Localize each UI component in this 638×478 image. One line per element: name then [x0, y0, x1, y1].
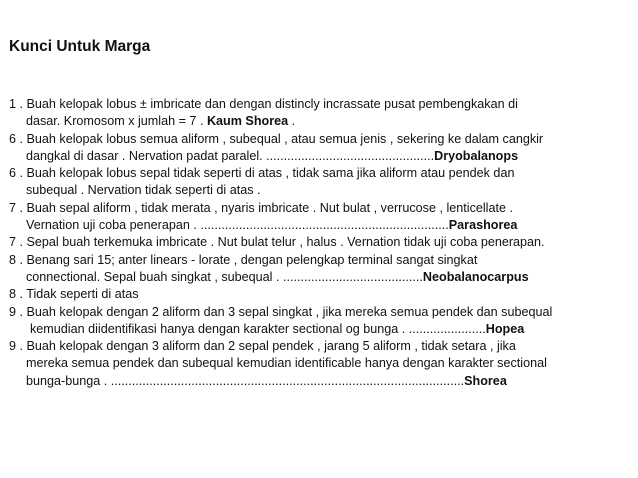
entry-text: . — [288, 114, 296, 129]
entry-line: 8 . Tidak seperti di atas — [9, 287, 139, 302]
key-entry-1 — [9, 96, 635, 131]
entry-line: subequal . Nervation tidak seperti di atas . — [26, 183, 261, 198]
entry-text: Vernation uji coba penerapan . ....................................................................... — [26, 218, 449, 233]
entry-line — [9, 269, 635, 286]
key-entry-7b — [9, 234, 635, 251]
entry-line: 6 . Buah kelopak lobus sepal tidak seperti di atas , tidak sama jika aliform atau pendek dan — [9, 166, 515, 181]
entry-text: connectional. Sepal buah singkat , subequal . ........................................ — [26, 269, 423, 284]
entry-text: bunga-bunga . ..................................................................................................... — [26, 373, 465, 388]
entry-line: 9 . Buah kelopak dengan 3 aliform dan 2 sepal pendek , jarang 5 aliform , tidak setara , jika — [9, 339, 516, 354]
entry-text: kemudian diidentifikasi hanya dengan karakter sectional og bunga . ...................... — [30, 321, 486, 336]
entry-text: dangkal di dasar . Nervation padat paralel. ................................................ — [26, 148, 435, 163]
taxon-result: Hopea — [485, 321, 525, 336]
taxon-result: Shorea — [464, 373, 507, 388]
taxon-result: Parashorea — [448, 218, 518, 233]
entry-line — [9, 217, 635, 234]
key-entry-8b — [9, 286, 635, 303]
key-entry-8a — [9, 252, 635, 287]
taxon-result: Dryobalanops — [434, 148, 519, 163]
key-entry-6b — [9, 165, 635, 200]
entry-line: mereka semua pendek dan subequal kemudian identificable hanya dengan karakter sectional — [26, 356, 547, 371]
page-title: Kunci Untuk Marga — [9, 38, 151, 55]
entry-line — [9, 113, 635, 130]
entry-line: 1 . Buah kelopak lobus ± imbricate dan dengan distincly incrassate pusat pembengkakan di — [9, 97, 518, 111]
entry-line: 9 . Buah kelopak dengan 2 aliform dan 3 sepal singkat , jika mereka semua pendek dan subequal — [9, 304, 553, 319]
entry-line: 7 . Sepal buah terkemuka imbricate . Nut bulat telur , halus . Vernation tidak uji coba penerapan. — [9, 235, 545, 250]
taxon-result: Neobalanocarpus — [422, 269, 529, 284]
key-entry-6a — [9, 131, 635, 166]
genus-key-list — [9, 96, 635, 390]
entry-text: dasar. Kromosom x jumlah = 7 . — [26, 114, 207, 129]
entry-line — [9, 148, 635, 165]
entry-line — [9, 373, 635, 390]
entry-line: 8 . Benang sari 15; anter linears - lorate , dengan pelengkap terminal sangat singkat — [9, 252, 478, 267]
entry-line: 6 . Buah kelopak lobus semua aliform , subequal , atau semua jenis , sekering ke dalam cangkir — [9, 131, 544, 146]
key-entry-7a — [9, 200, 635, 235]
taxon-result: Kaum Shorea — [206, 114, 289, 129]
key-entry-9a — [9, 304, 635, 339]
entry-line — [9, 321, 635, 338]
key-entry-9b — [9, 338, 635, 390]
entry-line: 7 . Buah sepal aliform , tidak merata , nyaris imbricate . Nut bulat , verrucose , lenticellate . — [9, 200, 513, 215]
